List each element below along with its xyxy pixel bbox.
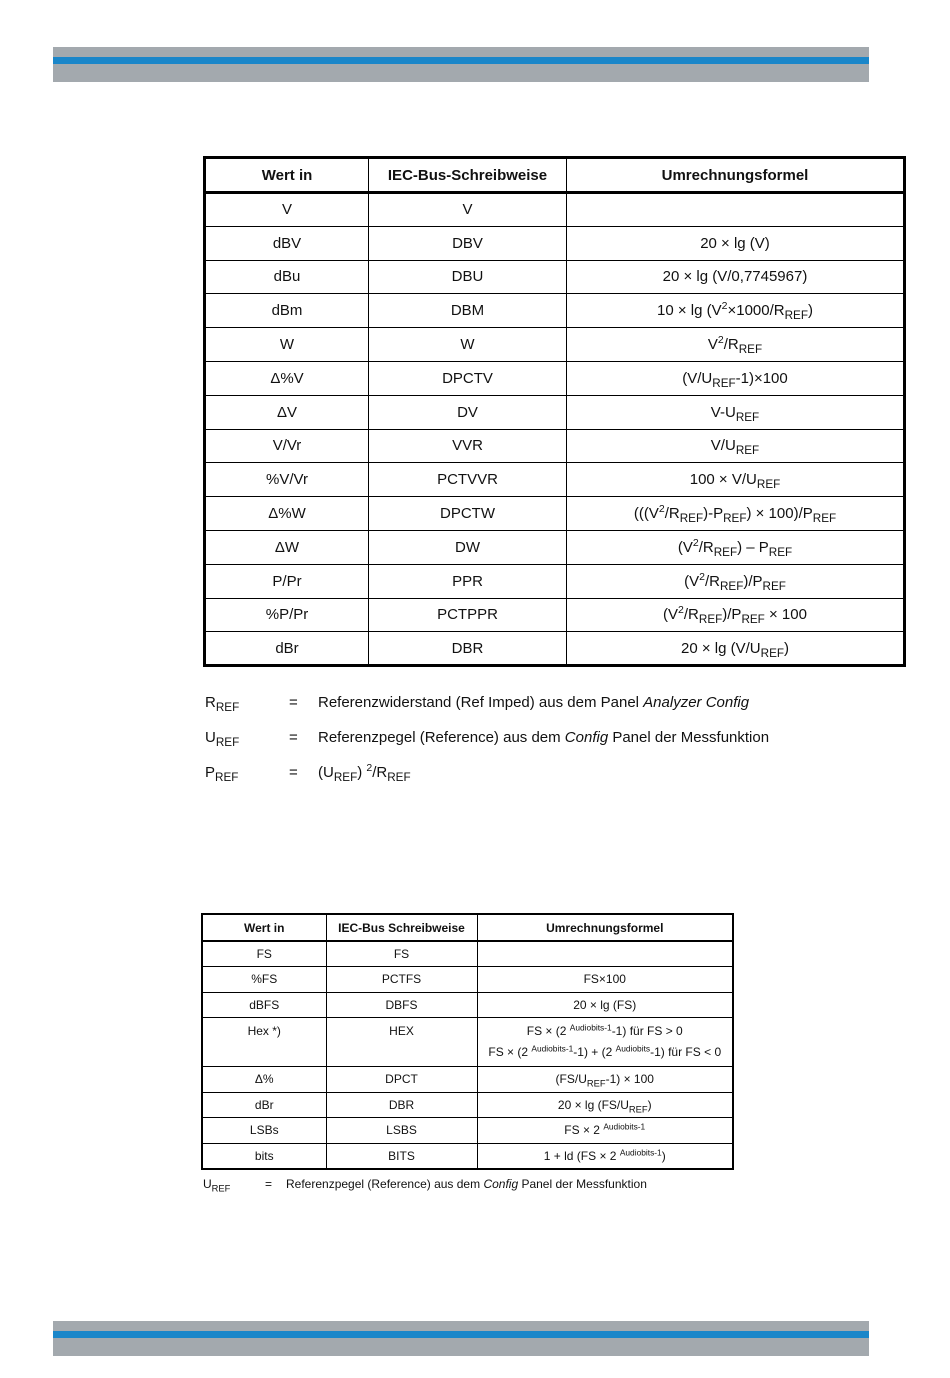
- iec-cell: PCTFS: [326, 967, 477, 993]
- iec-cell: W: [369, 328, 567, 362]
- formula-cell: $20 \times \lg (FS/U_{REF})$: [477, 1092, 733, 1118]
- formula-cell: 20 × lg (V): [567, 226, 905, 260]
- table-row: [205, 598, 905, 632]
- unit-cell: %V/Vr: [205, 463, 369, 497]
- formula-cell: $(V^2/R_{REF}) - P_{REF}$: [567, 530, 905, 564]
- table-row: [205, 193, 905, 227]
- iec-cell: HEX: [326, 1018, 477, 1067]
- iec-cell: DBU: [369, 260, 567, 294]
- unit-cell: W: [205, 328, 369, 362]
- iec-cell: DBFS: [326, 992, 477, 1018]
- table-row: [205, 463, 905, 497]
- iec-cell: DBV: [369, 226, 567, 260]
- table-row: [202, 1092, 733, 1118]
- formula-cell: $(V^2/R_{REF})/P_{REF} \times 100$: [567, 598, 905, 632]
- iec-cell: DPCT: [326, 1067, 477, 1093]
- note-equals: =: [289, 694, 298, 711]
- table-row: [202, 941, 733, 967]
- unit-conversion-table: [203, 156, 906, 667]
- formula-cell: $(V^2/R_{REF})/P_{REF}$: [567, 564, 905, 598]
- iec-cell: DBR: [326, 1092, 477, 1118]
- table-row: [205, 564, 905, 598]
- table-row: [205, 632, 905, 666]
- iec-cell: DPCTW: [369, 497, 567, 531]
- formula-cell: 20 × lg (FS): [477, 992, 733, 1018]
- table-row: [205, 429, 905, 463]
- unit-cell: dBu: [205, 260, 369, 294]
- column-header: Wert in: [205, 158, 369, 193]
- note-equals: =: [289, 764, 298, 781]
- note-text: Referenzwiderstand (Ref Imped) aus dem Panel Analyzer Config: [318, 694, 750, 711]
- unit-cell: LSBs: [202, 1118, 326, 1144]
- footer-band: [53, 1321, 869, 1356]
- formula-cell: FS × (2 $^{Audiobits-1}$-1) für FS > 0 FS × (2 $^{Audiobits-1}$-1) + (2 $^{Audiobits}$-1) für FS < 0: [477, 1018, 733, 1067]
- note-text: Referenzpegel (Reference) aus dem Config Panel der Messfunktion: [318, 729, 770, 746]
- formula-cell: FS × 2 $^{Audiobits-1}$: [477, 1118, 733, 1144]
- iec-cell: DW: [369, 530, 567, 564]
- formula-cell: $10 \times \lg (V^2\times 1000/R_{REF})$: [567, 294, 905, 328]
- table-row: [205, 226, 905, 260]
- unit-cell: P/Pr: [205, 564, 369, 598]
- iec-cell: PCTPPR: [369, 598, 567, 632]
- unit-cell: %FS: [202, 967, 326, 993]
- unit-cell: FS: [202, 941, 326, 967]
- unit-cell: dBV: [205, 226, 369, 260]
- iec-cell: PPR: [369, 564, 567, 598]
- formula-cell: 20 × lg (V/0,7745967): [567, 260, 905, 294]
- formula-cell: $100 \times V/U_{REF}$: [567, 463, 905, 497]
- iec-cell: V: [369, 193, 567, 227]
- table-row: [205, 530, 905, 564]
- table-row: [202, 967, 733, 993]
- note-symbol: $R_{REF}$: [205, 694, 240, 715]
- table-header-row: [202, 914, 733, 941]
- note-equals: =: [265, 1177, 273, 1191]
- unit-cell: Δ%V: [205, 361, 369, 395]
- iec-cell: VVR: [369, 429, 567, 463]
- formula-cell: $(V/U_{REF}-1)\times 100$: [567, 361, 905, 395]
- iec-cell: LSBS: [326, 1118, 477, 1144]
- iec-cell: DPCTV: [369, 361, 567, 395]
- iec-cell: FS: [326, 941, 477, 967]
- iec-cell: DBM: [369, 294, 567, 328]
- digital-unit-conversion-table: [201, 913, 734, 1170]
- note-symbol: $U_{REF}$: [203, 1177, 231, 1194]
- formula-cell: $V-U_{REF}$: [567, 395, 905, 429]
- table-row: [205, 294, 905, 328]
- unit-cell: ΔV: [205, 395, 369, 429]
- formula-cell: [567, 193, 905, 227]
- note-equals: =: [289, 729, 298, 746]
- header-band: [53, 47, 869, 82]
- unit-cell: bits: [202, 1143, 326, 1169]
- unit-cell: Δ%W: [205, 497, 369, 531]
- formula-cell: 1 + ld (FS × 2 $^{Audiobits-1}$): [477, 1143, 733, 1169]
- table-row: [205, 395, 905, 429]
- column-header: IEC-Bus-Schreibweise: [369, 158, 567, 193]
- iec-cell: DV: [369, 395, 567, 429]
- table-row: [202, 1118, 733, 1144]
- unit-cell: dBr: [202, 1092, 326, 1118]
- formula-cell: $V/U_{REF}$: [567, 429, 905, 463]
- column-header: Umrechnungsformel: [567, 158, 905, 193]
- unit-cell: Hex *): [202, 1018, 326, 1067]
- unit-cell: Δ%: [202, 1067, 326, 1093]
- unit-cell: ΔW: [205, 530, 369, 564]
- column-header: Umrechnungsformel: [477, 914, 733, 941]
- note-text: $(U_{REF})$ $^2/R_{REF}$: [318, 762, 411, 785]
- unit-cell: dBFS: [202, 992, 326, 1018]
- table-row: [202, 1018, 733, 1067]
- unit-cell: V: [205, 193, 369, 227]
- table-row: [202, 992, 733, 1018]
- table-header-row: [205, 158, 905, 193]
- iec-cell: DBR: [369, 632, 567, 666]
- table-row: [202, 1143, 733, 1169]
- table-row: [202, 1067, 733, 1093]
- formula-cell: [477, 941, 733, 967]
- formula-cell: $(((V^2/R_{REF})-P_{REF}) \times 100)/P_{REF}$: [567, 497, 905, 531]
- table-row: [205, 260, 905, 294]
- table-row: [205, 361, 905, 395]
- formula-cell: $(FS/U_{REF}-1) \times 100$: [477, 1067, 733, 1093]
- formula-cell: $V^2/R_{REF}$: [567, 328, 905, 362]
- unit-cell: V/Vr: [205, 429, 369, 463]
- unit-cell: dBr: [205, 632, 369, 666]
- formula-cell: $20 \times \lg (V/U_{REF})$: [567, 632, 905, 666]
- iec-cell: BITS: [326, 1143, 477, 1169]
- column-header: IEC-Bus Schreibweise: [326, 914, 477, 941]
- unit-cell: dBm: [205, 294, 369, 328]
- table-row: [205, 497, 905, 531]
- note-symbol: $U_{REF}$: [205, 729, 240, 750]
- note-symbol: $P_{REF}$: [205, 764, 239, 785]
- unit-cell: %P/Pr: [205, 598, 369, 632]
- note-text: Referenzpegel (Reference) aus dem Config Panel der Messfunktion: [286, 1177, 647, 1191]
- iec-cell: PCTVVR: [369, 463, 567, 497]
- table-row: [205, 328, 905, 362]
- formula-cell: FS×100: [477, 967, 733, 993]
- column-header: Wert in: [202, 914, 326, 941]
